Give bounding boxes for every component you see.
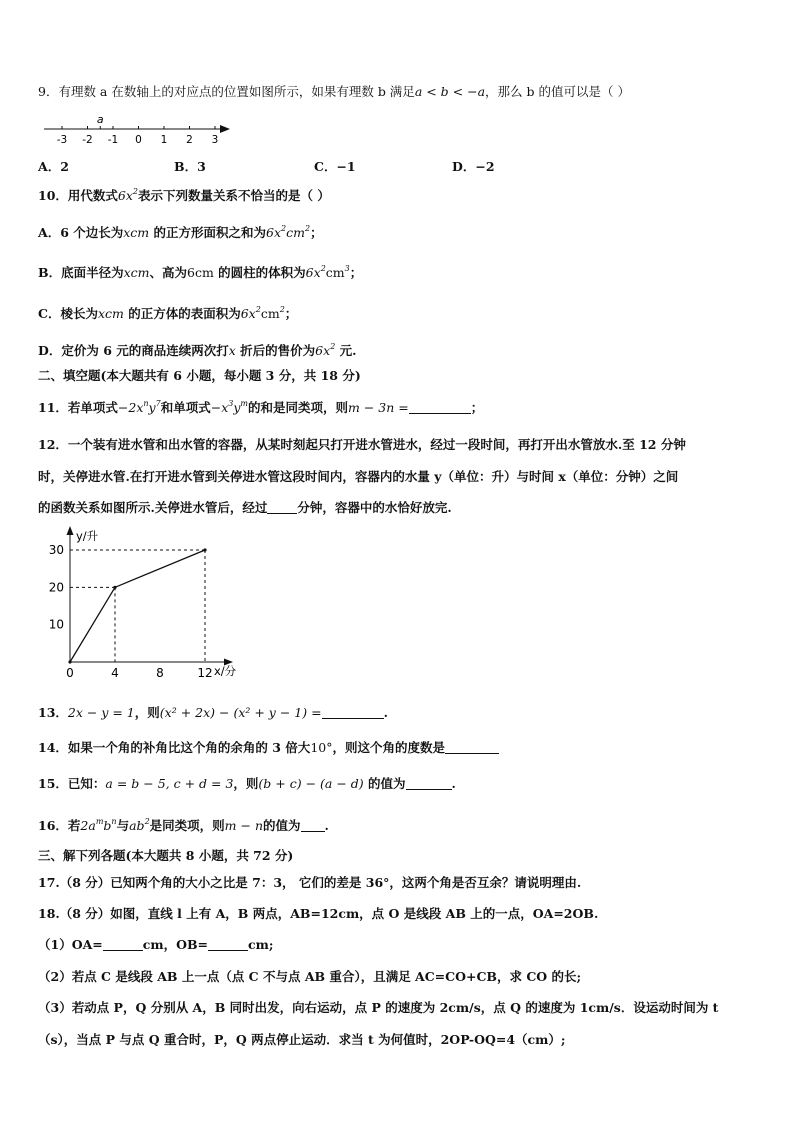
section-2-heading: 二、填空题(本大题共有 6 小题，每小题 3 分，共 18 分) <box>38 368 361 383</box>
number-line-tick-label: 0 <box>135 134 142 146</box>
number-line-tick-label: 3 <box>211 134 219 146</box>
water-volume-chart <box>40 524 260 684</box>
section-3-heading: 三、解下列各题(本大题共 8 小题，共 72 分) <box>38 848 294 863</box>
data-point <box>203 548 206 551</box>
q9-stem <box>38 84 630 100</box>
x-axis-label: x/分 <box>214 664 237 678</box>
q14-answer-blank[interactable] <box>445 741 499 754</box>
number-line-tick-label: -1 <box>107 134 119 146</box>
data-point <box>68 660 71 663</box>
q18-part-3-line-2: （s），当点 P 与点 Q 重合时，P，Q 两点停止运动．求当 t 为何值时，2OP-OQ=4（cm）; <box>38 1032 566 1047</box>
q11: 11．若单项式$-2x^ny^7$和单项式$-x^3y^m$的和是同类项，则m − 3n = ； <box>38 399 484 415</box>
q10-stem-b: 表示下列数量关系不恰当的是（ ） <box>138 188 330 203</box>
q16-answer-blank[interactable] <box>301 819 325 832</box>
number-line <box>44 112 234 148</box>
number-line-tick-label: -3 <box>56 134 68 146</box>
water-volume-line <box>70 550 205 662</box>
q9-option-c: C．−1 <box>314 159 356 174</box>
data-point <box>113 586 116 589</box>
q17: 17.（8 分）已知两个角的大小之比是 7：3， 它们的差是 36°，这两个角是否互余？请说明理由. <box>38 875 582 890</box>
q9-text-a: 9．有理数 a 在数轴上的对应点的位置如图所示，如果有理数 b 满足 <box>38 84 415 99</box>
q18-ob-blank[interactable] <box>208 938 248 951</box>
q11-answer-blank[interactable] <box>409 401 471 414</box>
y-tick-label: 30 <box>48 543 64 557</box>
q9-condition: a < b < −a <box>414 84 486 99</box>
q12-line-1: 12．一个装有进水管和出水管的容器，从某时刻起只打开进水管进水，经过一段时间，再打开出水管放水.至 12 分钟 <box>38 437 686 452</box>
x-tick-label: 0 <box>66 666 74 680</box>
number-line-tick-label: 2 <box>186 134 193 146</box>
q18-oa-blank[interactable] <box>103 938 143 951</box>
q18-part-3-line-1: （3）若动点 P，Q 分别从 A，B 同时出发，向右运动，点 P 的速度为 2cm/s，点 Q 的速度为 1cm/s．设运动时间为 t <box>38 1000 719 1015</box>
number-line-arrow-icon <box>220 125 230 133</box>
q13: 13．2x − y = 1，则(x² + 2x) − (x² + y − 1) = . <box>38 705 388 720</box>
q15-answer-blank[interactable] <box>406 777 452 790</box>
q12-answer-blank[interactable] <box>267 501 297 514</box>
q9-option-d: D．−2 <box>452 159 495 174</box>
q9-option-b: B．3 <box>174 159 206 174</box>
q10-stem <box>38 188 330 204</box>
q16: 16．若$2a^mb^n$与$ab^2$是同类项，则m − n的值为 . <box>38 817 329 833</box>
q10-option-c: C．棱长为xcm 的正方体的表面积为$6x^2cm^2$； <box>38 305 298 321</box>
x-tick-label: 8 <box>156 666 164 680</box>
q9-option-a: A．2 <box>38 159 69 174</box>
q10-option-a: A．6 个边长为xcm 的正方形面积之和为$6x^2cm^2$； <box>38 224 323 240</box>
q18-part-2: （2）若点 C 是线段 AB 上一点（点 C 不与点 AB 重合），且满足 AC=CO+CB，求 CO 的长; <box>38 969 582 984</box>
q14: 14．如果一个角的补角比这个角的余角的 3 倍大10°，则这个角的度数是 <box>38 740 499 756</box>
x-tick-label: 4 <box>111 666 119 680</box>
q9-text-b: ，那么 b 的值可以是（ ） <box>485 84 630 99</box>
y-tick-label: 10 <box>48 617 64 632</box>
q15: 15．已知：a = b − 5, c + d = 3，则(b + c) − (a − d) 的值为 . <box>38 776 456 791</box>
y-axis-label: y/升 <box>76 529 99 543</box>
q12-line-2: 时，关停进水管.在打开进水管到关停进水管这段时间内，容器内的水量 y（单位：升）与时间 x（单位：分钟）之间 <box>38 469 679 484</box>
q10-option-d: D．定价为 6 元的商品连续两次打x 折后的售价为$6x^2$ 元. <box>38 342 357 358</box>
number-line-point-label: a <box>96 113 104 126</box>
q18-stem: 18.（8 分）如图，直线 l 上有 A，B 两点，AB=12cm，点 O 是线段 AB 上的一点，OA=2OB. <box>38 906 599 921</box>
q13-answer-blank[interactable] <box>322 706 384 719</box>
q10-stem-expr: $6x^2$ <box>117 187 139 203</box>
q12-line-3: 的函数关系如图所示.关停进水管后，经过 分钟，容器中的水恰好放完. <box>38 500 452 515</box>
q10-stem-a: 10．用代数式 <box>38 188 118 203</box>
number-line-tick-label: -2 <box>82 134 93 146</box>
number-line-tick-label: 1 <box>160 134 168 146</box>
x-tick-label: 12 <box>197 666 213 680</box>
y-axis-arrow-icon <box>67 526 74 535</box>
q10-option-b: B．底面半径为xcm、高为6cm 的圆柱的体积为$6x^2cm^3$； <box>38 264 363 280</box>
q18-part-1: （1）OA= cm，OB= cm; <box>38 937 274 952</box>
y-tick-label: 20 <box>48 580 64 595</box>
